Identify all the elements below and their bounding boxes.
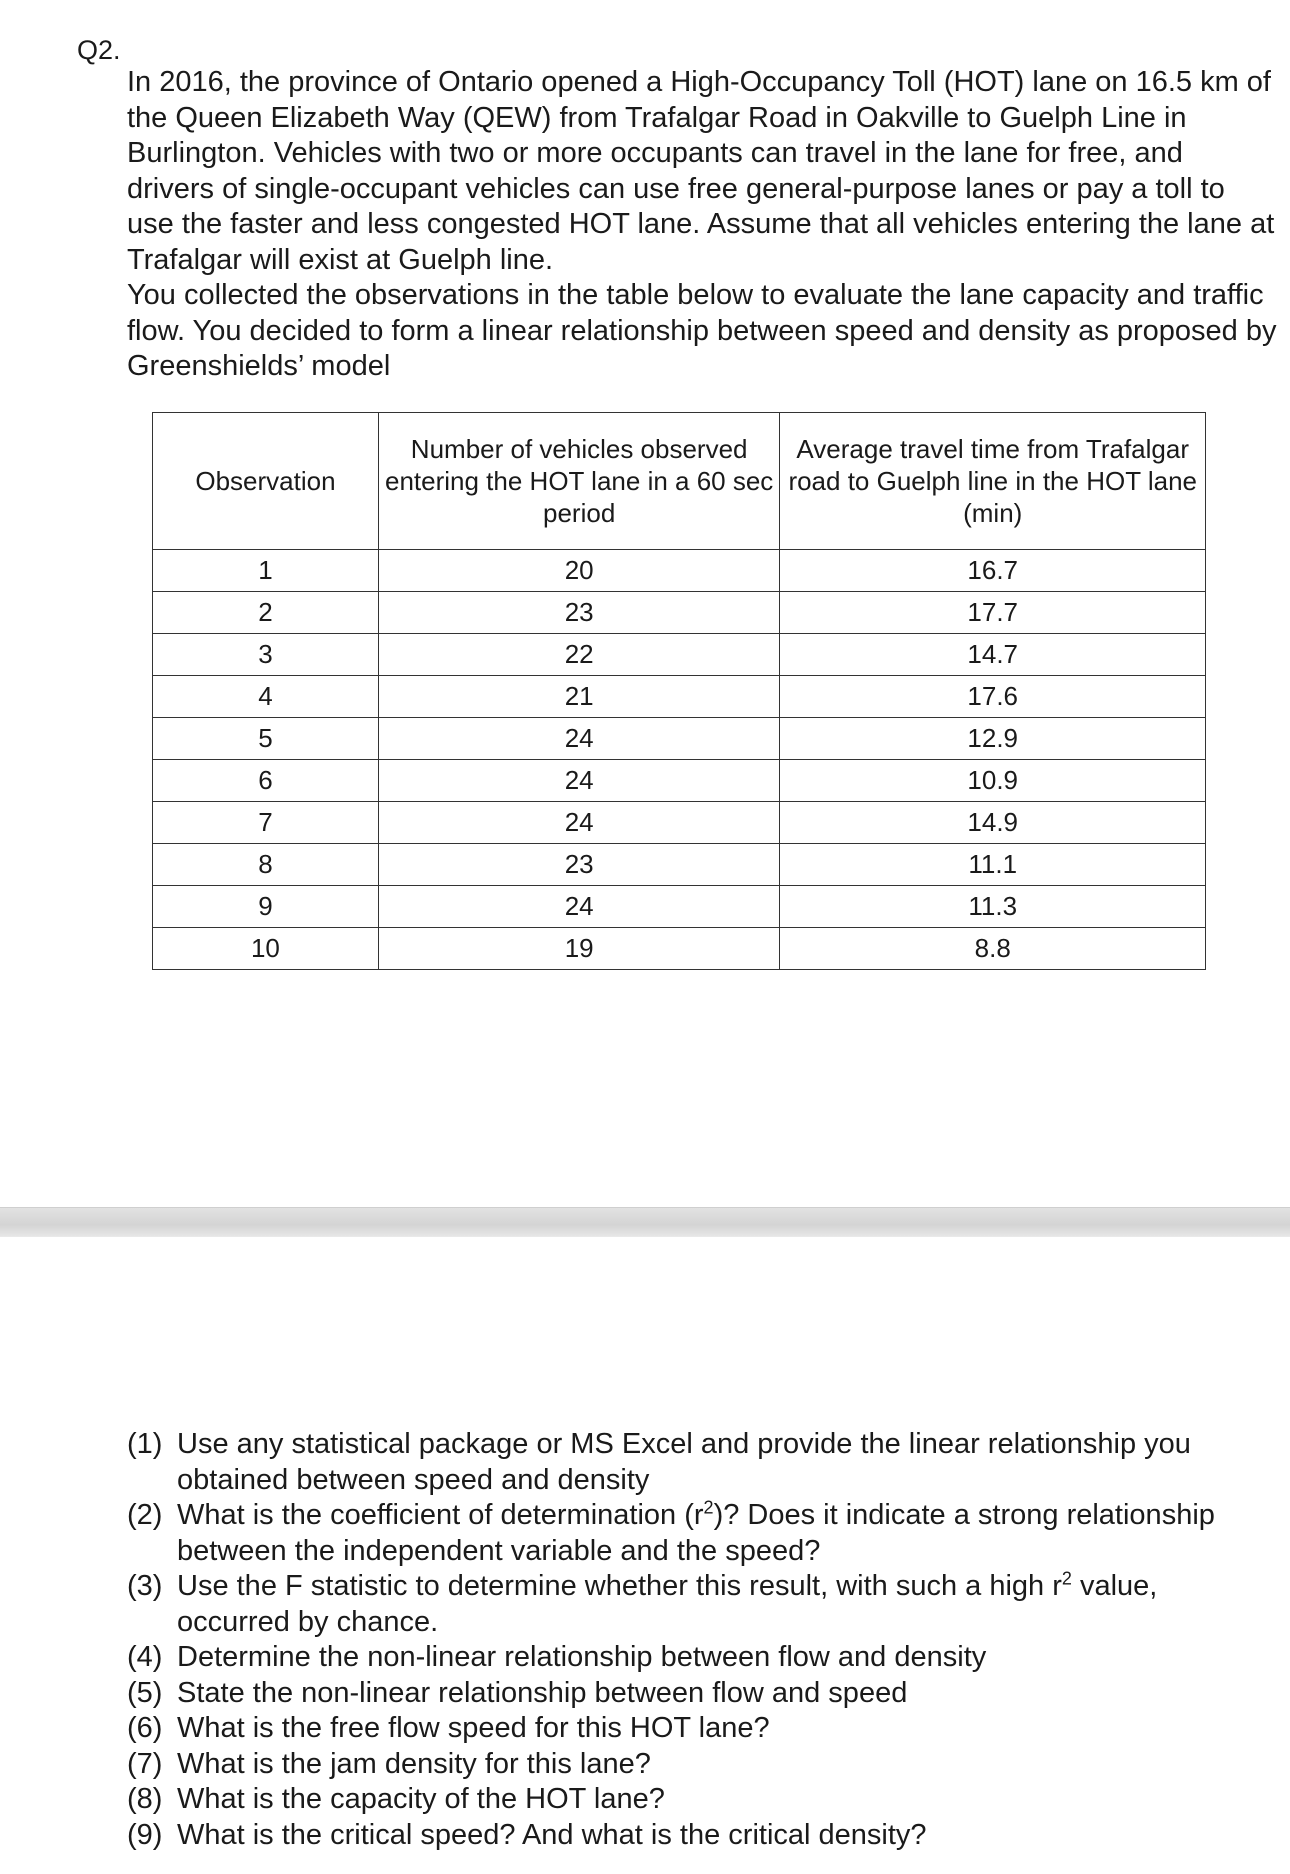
cell-observation: 7 [153,802,379,844]
table-row [153,928,1206,970]
cell-travel-time: 11.1 [780,844,1206,886]
question-item [127,1818,1277,1854]
cell-observation: 3 [153,634,379,676]
table-header-row [153,413,1206,550]
header-vehicle-count: Number of vehicles observed entering the HOT lane in a 60 sec period [378,413,780,550]
question-item-number: (3) [127,1570,163,1602]
table-row [153,802,1206,844]
cell-observation: 6 [153,760,379,802]
cell-travel-time: 11.3 [780,886,1206,928]
question-item-text: What is the free flow speed for this HOT lane? [177,1712,770,1744]
intro-paragraph-2: You collected the observations in the table below to evaluate the lane capacity and traffic flow. You decided to form a linear relationship between speed and density as proposed by Greenshields’ model [127,279,1277,382]
question-item-number: (5) [127,1676,163,1709]
table-row [153,634,1206,676]
question-number: Q2. [77,35,121,65]
cell-travel-time: 17.6 [780,676,1206,718]
question-item-number: (7) [127,1747,163,1780]
cell-travel-time: 14.7 [780,634,1206,676]
question-item-number: (4) [127,1641,163,1673]
question-item-number: (8) [127,1783,163,1815]
cell-vehicle-count: 24 [378,718,780,760]
cell-observation: 9 [153,886,379,928]
cell-vehicle-count: 21 [378,676,780,718]
header-travel-time: Average travel time from Trafalgar road to Guelph line in the HOT lane (min) [780,413,1206,550]
cell-travel-time: 16.7 [780,550,1206,592]
question-item-text: Use the F statistic to determine whether this result, with such a high r [177,1570,1062,1602]
table-row [153,760,1206,802]
question-item [127,1640,1277,1676]
table-row [153,676,1206,718]
cell-vehicle-count: 23 [378,592,780,634]
cell-vehicle-count: 24 [378,886,780,928]
question-item-text: Use any statistical package or MS Excel and provide the linear relationship you obtained between speed and density [177,1428,1191,1496]
cell-vehicle-count: 24 [378,760,780,802]
table-row [153,718,1206,760]
cell-observation: 4 [153,676,379,718]
table-row [153,886,1206,928]
question-item [127,1747,1277,1783]
question-item-text: What is the capacity of the HOT lane? [177,1783,665,1815]
question-item [127,1782,1277,1818]
table-row [153,592,1206,634]
cell-travel-time: 12.9 [780,718,1206,760]
question-item-text-tail: value, occurred by chance. [177,1570,1158,1638]
cell-travel-time: 10.9 [780,760,1206,802]
question-item [127,1498,1277,1569]
superscript: 2 [1061,1568,1072,1589]
question-item-text: What is the coefficient of determination (r [177,1499,704,1531]
question-item [127,1711,1277,1747]
table-body [153,550,1206,970]
question-item-text-tail: )? Does it indicate a strong relationship between the independent variable and the speed? [177,1499,1215,1567]
question-item-text: Determine the non-linear relationship between flow and density [177,1641,987,1673]
question-item-number: (9) [127,1818,163,1851]
cell-observation: 1 [153,550,379,592]
question-item-number: (2) [127,1499,163,1531]
question-item [127,1676,1277,1712]
cell-travel-time: 8.8 [780,928,1206,970]
question-item [127,1427,1277,1498]
question-item [127,1569,1277,1640]
question-item-number: (1) [127,1428,163,1460]
question-item-text: What is the jam density for this lane? [177,1747,651,1780]
intro-paragraph-1: In 2016, the province of Ontario opened a High-Occupancy Toll (HOT) lane on 16.5 km of the Queen Elizabeth Way (QEW) from Trafalgar Road in Oakville to Guelph Line in Burlington. Vehicles with two or more occupants can travel in the lane for free, and drivers of single-occupant vehicles can use free general-purpose lanes or pay a toll to use the faster and less congested HOT lane. Assume that all vehicles entering the lane at Trafalgar will exist at Guelph line. [127,66,1275,276]
cell-vehicle-count: 20 [378,550,780,592]
cell-vehicle-count: 23 [378,844,780,886]
cell-travel-time: 14.9 [780,802,1206,844]
question-item-number: (6) [127,1712,163,1744]
question-item-text: State the non-linear relationship between flow and speed [177,1676,908,1709]
superscript: 2 [703,1497,714,1518]
cell-observation: 8 [153,844,379,886]
observations-table [152,412,1206,970]
page-divider [0,1207,1290,1237]
header-observation: Observation [153,413,379,550]
question-list [127,1427,1277,1853]
cell-vehicle-count: 22 [378,634,780,676]
cell-travel-time: 17.7 [780,592,1206,634]
table-row [153,844,1206,886]
cell-vehicle-count: 19 [378,928,780,970]
question-item-text: What is the critical speed? And what is the critical density? [177,1818,927,1851]
cell-observation: 5 [153,718,379,760]
table-row [153,550,1206,592]
cell-observation: 10 [153,928,379,970]
cell-vehicle-count: 24 [378,802,780,844]
problem-statement [127,65,1277,385]
cell-observation: 2 [153,592,379,634]
